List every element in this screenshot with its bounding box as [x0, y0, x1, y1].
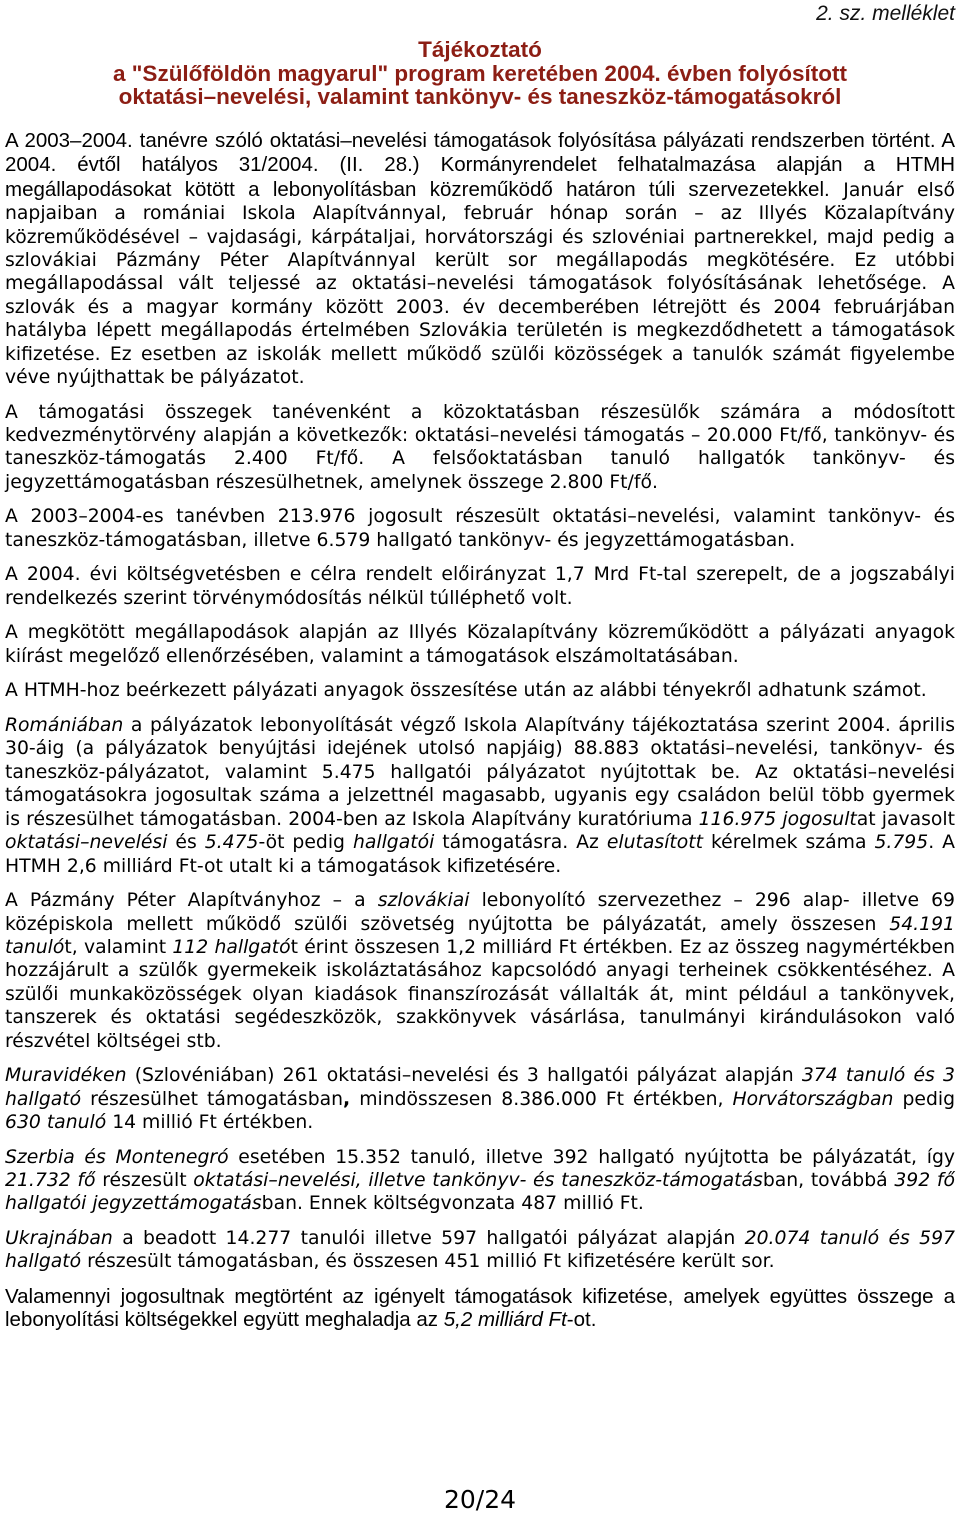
text-run: a pályázatok lebonyolítását végző Iskola Alapítvány tájékoztatása szerint 2004. április 30-áig (a pályázatok benyújtási idejének utolsó napjáig) 88.883 oktatási–nevelési, tankönyv- és taneszköz-pályázatot, valamint 5.475 hallgatói pályázatot nyújtottak be. Az oktatási–nevelési támogatásokra jogosultak száma a jelzettnél magasabb, ugyanis egy családon belül több gyermek is részesülhet támogatásban. 2004-ben az Iskola Alapítvány kuratóriuma	[5, 715, 955, 830]
italic-text-run: 20.074 tanuló és 597 hallgató	[5, 1227, 955, 1273]
text-run: -öt pedig	[258, 832, 353, 854]
text-run: t érint összesen 1,2 milliárd Ft értékben. Ez az összeg nagymértékben hozzájárult a szülők gyermekeik iskoláztatásához kapcsolódó anyagi terheinek csökkentéséhez. A szülői munkaközösségek olyan kiadások finanszírozását vállalták át, mint például a tankönyvek, tanszerek és oktatási segédeszközök, szakkönyvek vásárlása, tanulmányi kirándulásokon való részvétel költségei stb.	[5, 936, 956, 1052]
text-run: lebonyolító szervezethez – 296 alap- illetve 69 középiskola mellett működő szülői szövetség nyújtotta be pályázatát, amely összesen	[5, 890, 955, 935]
text-run: támogatásra. Az	[434, 832, 607, 854]
italic-text-run: 392 fő hallgatói jegyzettámogatás	[5, 1169, 956, 1215]
document-title	[0, 38, 960, 109]
italic-text-run: oktatási–nevelési	[5, 832, 168, 854]
text-run: A támogatási összegek tanévenként a közoktatásban részesülők számára a módosított kedvezménytörvény alapján a következők: oktatási–nevelési támogatás – 20.000 Ft/fő, tankönyv- és taneszköz-támogatás 2.400 Ft/fő. A felsőoktatásban tanuló hallgatók tankönyv- és jegyzettámogatásban részesülhetnek, amelynek összege 2.800 Ft/fő.	[5, 401, 955, 493]
italic-text-run: 5.795	[874, 832, 929, 854]
text-run: részesülhet támogatásban	[81, 1088, 344, 1110]
document-body	[5, 129, 955, 1343]
text-run: (Szlovéniában) 261 oktatási–nevelési és 3 hallgatói pályázat alapján	[126, 1065, 802, 1087]
paragraph-slovenia-croatia	[5, 1064, 955, 1134]
paragraph-budget	[5, 563, 955, 610]
text-run: részesült	[95, 1169, 194, 1191]
italic-text-run: 54.191 tanuló	[5, 913, 955, 958]
title-line: a "Szülőföldön magyarul" program keretében 2004. évben folyósított	[113, 60, 847, 86]
bold-text-run: ,	[343, 1088, 351, 1110]
paragraph-agreements	[5, 129, 955, 389]
italic-text-run: 21.732 fő	[5, 1169, 96, 1191]
text-run: ban, továbbá	[762, 1169, 895, 1191]
italic-text-run: Ukrajnában	[5, 1227, 113, 1249]
text-run: Január első napjaiban a romániai Iskola Alapítvánnyal, február hónap során – az Illyés Közalapítvány közreműködésével – vajdasági, kárpátaljai, horvátországi és szlovéniai partnerekkel, majd pedig a szlovákiai Pázmány Péter Alapítvánnyal került sor megállapodás megkötésére. Ez utóbbi megállapodással vált teljessé az oktatási–nevelési támogatások folyósításának lehetősége. A szlovák és a magyar kormány között 2003. év decemberében létrejött és 2004 februárjában hatályba lépett megállapodás értelmében Szlovákia területén is megkezdődhetett a támogatások kifizetése. Ez esetben az iskolák mellett működő szülői közösségek a tanulók számát figyelembe véve nyújthattak be pályázatot.	[5, 179, 956, 389]
italic-text-run: Szerbia és Montenegró	[5, 1146, 229, 1168]
page-number: 20/24	[443, 1485, 517, 1514]
italic-text-run: hallgatói	[352, 832, 435, 854]
text-run: és	[167, 832, 205, 854]
italic-text-run: oktatási–nevelési, illetve tankönyv- és taneszköz-támogatás	[193, 1169, 763, 1191]
paragraph-romania	[5, 714, 955, 878]
paragraph-support-amounts	[5, 401, 955, 495]
paragraph-slovakia	[5, 889, 955, 1053]
italic-text-run: Muravidéken	[5, 1065, 127, 1087]
paragraph-summary-intro	[5, 679, 955, 702]
italic-text-run: 5.475	[204, 832, 259, 854]
italic-text-run: 374 tanuló és 3 hallgató	[5, 1065, 955, 1110]
paragraph-serbia-montenegro	[5, 1146, 955, 1216]
annex-label: 2. sz. melléklet	[816, 2, 955, 25]
text-run: esetében 15.352 tanuló, illetve 392 hallgató nyújtotta be pályázatát, így	[228, 1146, 955, 1168]
text-run: A HTMH-hoz beérkezett pályázati anyagok összesítése után az alábbi tényekről adhatunk számot.	[5, 680, 927, 702]
text-run: . A HTMH 2,6 milliárd Ft-ot utalt ki a támogatások kifizetésére.	[5, 832, 956, 877]
text-run: mindösszesen 8.386.000 Ft értékben,	[350, 1088, 733, 1110]
text-run: A 2003–2004-es tanévben 213.976 jogosult részesült oktatási–nevelési, valamint tankönyv- és taneszköz-támogatásban, illetve 6.579 hallgató tankönyv- és jegyzettámogatásban.	[5, 506, 955, 551]
italic-text-run: 112 hallgató	[172, 936, 291, 958]
text-run: -ot.	[566, 1308, 597, 1332]
paragraph-ukraine	[5, 1227, 955, 1274]
text-run: A 2003–2004. tanévre szóló oktatási–nevelési támogatások folyósítása pályázati rendszerben történt. A 2004. évtől hatályos 31/2004. (II. 28.) Kormányrendelet felhatalmazása alapján a HTMH megállapodásokat kötött a lebonyolításban közreműködő határon túli szervezetekkel.	[5, 129, 955, 201]
title-line: oktatási–nevelési, valamint tankönyv- és taneszköz-támogatásokról	[118, 84, 842, 109]
text-run: ban. Ennek költségvonzata 487 millió Ft.	[261, 1193, 644, 1215]
text-run: 14 millió Ft értékben.	[106, 1111, 314, 1133]
italic-text-run: Horvátországban	[732, 1088, 894, 1110]
italic-text-run: Romániában	[5, 715, 124, 737]
italic-text-run: 116.975 jogosult	[698, 808, 857, 830]
text-run: A 2004. évi költségvetésben e célra rendelt előirányzat 1,7 Mrd Ft-tal szerepelt, de a jogszabályi rendelkezés szerint törvénymódosítás nélkül túlléphető volt.	[5, 564, 955, 609]
text-run: Valamennyi jogosultnak megtörtént az igényelt támogatások kifizetése, amelyek együttes összege a lebonyolítási költségekkel együtt meghaladja az	[5, 1284, 955, 1332]
text-run: t, valamint	[64, 936, 173, 958]
italic-text-run: elutasított	[606, 832, 703, 854]
text-run: A Pázmány Péter Alapítványhoz – a	[5, 890, 378, 912]
text-run: részesült támogatásban, és összesen 451 millió Ft kifizetésére került sor.	[81, 1251, 775, 1273]
italic-text-run: 5,2 milliárd Ft	[443, 1308, 567, 1332]
paragraph-beneficiaries	[5, 505, 955, 552]
text-run: a beadott 14.277 tanulói illetve 597 hallgatói pályázat alapján	[112, 1227, 745, 1249]
text-run: pedig	[893, 1088, 956, 1110]
italic-text-run: szlovákiai	[377, 890, 470, 912]
italic-text-run: 630 tanuló	[5, 1111, 107, 1133]
text-run: kérelmek száma	[703, 832, 875, 854]
text-run: A megkötött megállapodások alapján az Illyés Közalapítvány közreműködött a pályázati anyagok kiírást megelőző ellenőrzésében, valamint a támogatások elszámoltatásában.	[5, 622, 955, 667]
paragraph-foundation-role	[5, 621, 955, 668]
text-run: at javasolt	[856, 808, 955, 830]
paragraph-total	[5, 1285, 955, 1332]
title-line: Tájékoztató	[418, 37, 542, 62]
